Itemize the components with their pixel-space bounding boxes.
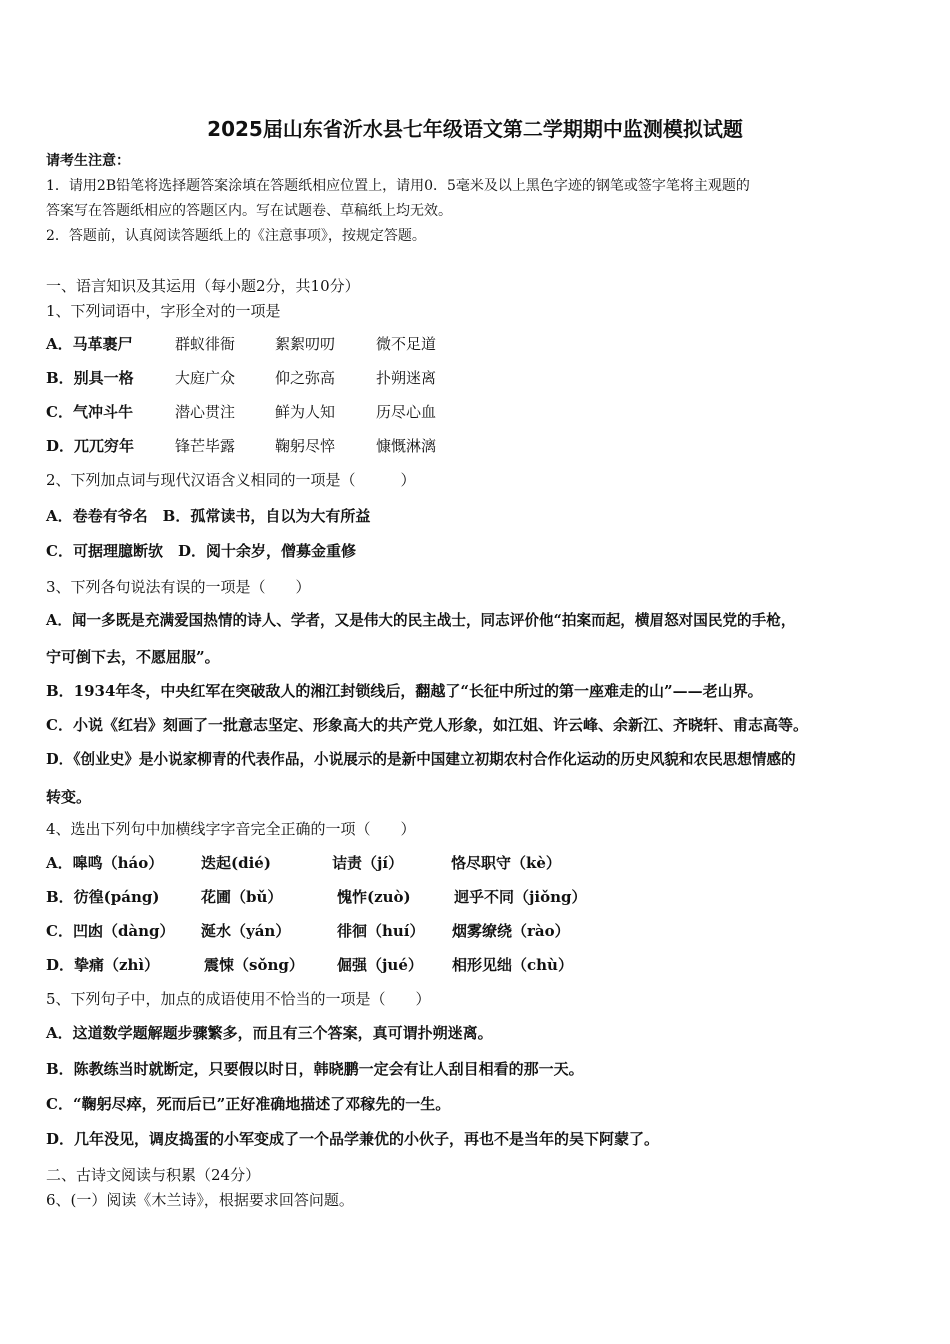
question-5-option-d: D．几年没见，调皮捣蛋的小军变成了一个品学兼优的小伙子，再也不是当年的吴下阿蒙了。	[46, 1130, 660, 1148]
question-5-option-b: B．陈教练当时就断定，只要假以时日，韩晓鹏一定会有让人刮目相看的那一天。	[46, 1060, 584, 1078]
notice-line-3: 2．答题前，认真阅读答题纸上的《注意事项》，按规定答题。	[46, 228, 426, 244]
question-3-option-b: B．1934年冬，中央红军在突破敌人的湘江封锁线后，翻越了“长征中所过的第一座难走的山”——老山界。	[46, 682, 763, 700]
question-1-option-d: D．兀兀穷年 锋芒毕露 鞠躬尽悴 慷慨淋漓	[46, 437, 437, 455]
question-2-options-cd: C．可据理臆断欤 D．阅十余岁，僧募金重修	[46, 542, 356, 560]
question-5-stem: 5、下列句子中，加点的成语使用不恰当的一项是（ ）	[46, 990, 431, 1008]
notice-line-1: 1．请用2B铅笔将选择题答案涂填在答题纸相应位置上，请用0．5毫米及以上黑色字迹的钢笔或签字笔将主观题的	[46, 178, 750, 194]
question-2-stem: 2、下列加点词与现代汉语含义相同的一项是（ ）	[46, 471, 416, 489]
question-3-stem: 3、下列各句说法有误的一项是（ ）	[46, 578, 311, 596]
section-2-heading: 二、古诗文阅读与积累（24分）	[46, 1166, 261, 1184]
question-3-option-c: C．小说《红岩》刻画了一批意志坚定、形象高大的共产党人形象，如江姐、许云峰、余新江、齐晓轩、甫志高等。	[46, 716, 808, 734]
notice-line-2: 答案写在答题纸相应的答题区内。写在试题卷、草稿纸上均无效。	[46, 203, 452, 219]
question-1-option-a: A．马革裹尸 群蚁徘衙 絮絮叨叨 微不足道	[46, 335, 437, 353]
question-5-option-c: C．“鞠躬尽瘁，死而后已”正好准确地描述了邓稼先的一生。	[46, 1095, 451, 1113]
question-3-option-d-line-1: D．《创业史》是小说家柳青的代表作品，小说展示的是新中国建立初期农村合作化运动的历史风貌和农民思想情感的	[46, 751, 796, 768]
question-3-option-d-line-2: 转变。	[46, 788, 92, 806]
question-6-stem: 6、(一）阅读《木兰诗》，根据要求回答问题。	[46, 1191, 354, 1209]
question-4-option-b: B．彷徨(páng) 花圃（bǔ） 愧怍(zuò) 迥乎不同（jiǒng）	[46, 888, 587, 906]
section-1-heading: 一、语言知识及其运用（每小题2分，共10分）	[46, 277, 360, 295]
question-4-option-c: C．凹凼（dàng） 涎水（yán） 徘徊（huí） 烟雾缭绕（rào）	[46, 922, 570, 940]
question-5-option-a: A．这道数学题解题步骤繁多，而且有三个答案，真可谓扑朔迷离。	[46, 1024, 493, 1042]
question-2-options-ab: A．卷卷有爷名 B．孤常读书，自以为大有所益	[46, 507, 371, 525]
page-title: 2025届山东省沂水县七年级语文第二学期期中监测模拟试题	[207, 117, 743, 141]
question-1-option-c: C．气冲斗牛 潜心贯注 鲜为人知 历尽心血	[46, 403, 437, 421]
question-4-option-d: D．挚痛（zhì） 震悚（sǒng） 倔强（jué） 相形见绌（chù）	[46, 956, 573, 974]
question-3-option-a-line-2: 宁可倒下去，不愿屈服”。	[46, 648, 220, 666]
question-1-option-b: B．别具一格 大庭广众 仰之弥高 扑朔迷离	[46, 369, 437, 387]
notice-heading: 请考生注意：	[46, 153, 130, 169]
question-4-stem: 4、选出下列句中加横线字字音完全正确的一项（ ）	[46, 820, 416, 838]
question-3-option-a-line-1: A．闻一多既是充满爱国热情的诗人、学者，又是伟大的民主战士，同志评价他“拍案而起，横眉怒对国民党的手枪，	[46, 612, 796, 629]
question-4-option-a: A．嗥鸣（háo） 迭起(dié) 诘责（jí） 恪尽职守（kè）	[46, 854, 561, 872]
question-1-stem: 1、下列词语中，字形全对的一项是	[46, 302, 281, 320]
